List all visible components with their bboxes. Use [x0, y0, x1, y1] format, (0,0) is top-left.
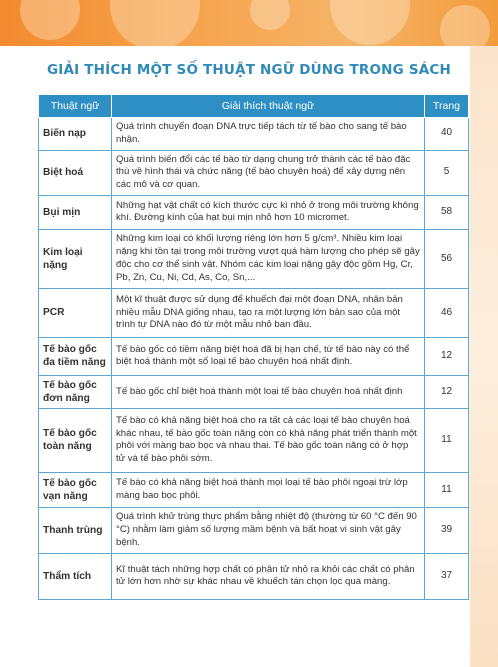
page-number-cell: 12 [425, 375, 469, 408]
page-number-cell: 46 [425, 288, 469, 337]
decorative-side-band [470, 46, 498, 667]
page-number-cell: 12 [425, 337, 469, 375]
term-cell: Kim loại nặng [39, 229, 112, 288]
decorative-header-banner [0, 0, 498, 46]
term-cell: Tế bào gốc đơn năng [39, 375, 112, 408]
table-row [39, 118, 469, 151]
term-cell: Tế bào gốc vạn năng [39, 472, 112, 507]
term-cell: PCR [39, 288, 112, 337]
table-row [39, 472, 469, 507]
explanation-cell: Tế bào gốc chỉ biệt hoá thành một loại tế bào chuyên hoá nhất định [112, 375, 425, 408]
column-header-page: Trang [425, 95, 469, 118]
page-number-cell: 56 [425, 229, 469, 288]
term-cell: Tế bào gốc đa tiềm năng [39, 337, 112, 375]
table-row [39, 229, 469, 288]
explanation-cell: Quá trình khử trùng thực phẩm bằng nhiệt độ (thường từ 60 °C đến 90 °C) nhằm làm giảm số lượng mầm bệnh và bất hoạt vi sinh vật gây bệnh. [112, 507, 425, 553]
explanation-cell: Quá trình chuyển đoạn DNA trực tiếp tách từ tế bào cho sang tế bào nhận. [112, 118, 425, 151]
column-header-explanation: Giải thích thuật ngữ [112, 95, 425, 118]
table-row [39, 553, 469, 599]
table-row [39, 507, 469, 553]
table-header-row [39, 95, 469, 118]
table-row [39, 375, 469, 408]
table-row [39, 337, 469, 375]
term-cell: Biệt hoá [39, 150, 112, 195]
column-header-term: Thuật ngữ [39, 95, 112, 118]
term-cell: Biến nạp [39, 118, 112, 151]
page-title: GIẢI THÍCH MỘT SỐ THUẬT NGỮ DÙNG TRONG SÁCH [47, 62, 451, 78]
table-row [39, 288, 469, 337]
explanation-cell: Kĩ thuật tách những hợp chất có phân tử nhỏ ra khỏi các chất có phân tử lớn hơn nhờ sự khác nhau về khuếch tán chọn lọc qua màng. [112, 553, 425, 599]
explanation-cell: Tế bào gốc có tiềm năng biệt hoá đã bị hạn chế, từ tế bào này có thể biệt hoá thành một số loại tế bào chuyên hoá nhất định. [112, 337, 425, 375]
page-number-cell: 37 [425, 553, 469, 599]
table-row [39, 150, 469, 195]
explanation-cell: Một kĩ thuật được sử dụng để khuếch đại một đoạn DNA, nhân bản nhiều mẫu DNA giống nhau, tạo ra một lượng lớn bản sao của một trình tự DNA nào đó từ một mẫu nhỏ ban đầu. [112, 288, 425, 337]
page-number-cell: 58 [425, 195, 469, 229]
page-number-cell: 40 [425, 118, 469, 151]
term-cell: Tế bào gốc toàn năng [39, 408, 112, 472]
table-row [39, 408, 469, 472]
explanation-cell: Tế bào có khả năng biệt hoá cho ra tất cả các loại tế bào chuyên hoá khác nhau, tế bào gốc toàn năng còn có khả năng phát triển thành một phôi với màng bao bọc và nhau thai. Tế bào gốc toàn năng có ở hợp tử và tế bào phôi sớm. [112, 408, 425, 472]
explanation-cell: Tế bào có khả năng biệt hoá thành mọi loại tế bào phôi ngoại trừ lớp màng bao bọc phôi. [112, 472, 425, 507]
table-row [39, 195, 469, 229]
page-number-cell: 11 [425, 408, 469, 472]
explanation-cell: Những kim loại có khối lượng riêng lớn hơn 5 g/cm³. Nhiều kim loại nặng khi tồn tại trong môi trường vượt quá hàm lượng cho phép sẽ gây độc cho cơ thể sinh vật. Nhóm các kim loại nặng gây độc gồm Hg, Cr, Pb, Zn, Cu, Ni, Cd, As, Co, Sn,... [112, 229, 425, 288]
explanation-cell: Những hạt vật chất có kích thước cực kì nhỏ ở trong môi trường không khí. Đường kính của hạt bụi mịn nhỏ hơn 10 micromet. [112, 195, 425, 229]
term-cell: Thanh trùng [39, 507, 112, 553]
glossary-table [38, 94, 469, 600]
page-number-cell: 5 [425, 150, 469, 195]
explanation-cell: Quá trình biến đổi các tế bào từ dạng chung trở thành các tế bào đặc thù về hình thái và chức năng (tế bào chuyên hoá) để xây dựng nên các mô và cơ quan. [112, 150, 425, 195]
page-number-cell: 11 [425, 472, 469, 507]
term-cell: Bụi mịn [39, 195, 112, 229]
page-number-cell: 39 [425, 507, 469, 553]
term-cell: Thẩm tích [39, 553, 112, 599]
